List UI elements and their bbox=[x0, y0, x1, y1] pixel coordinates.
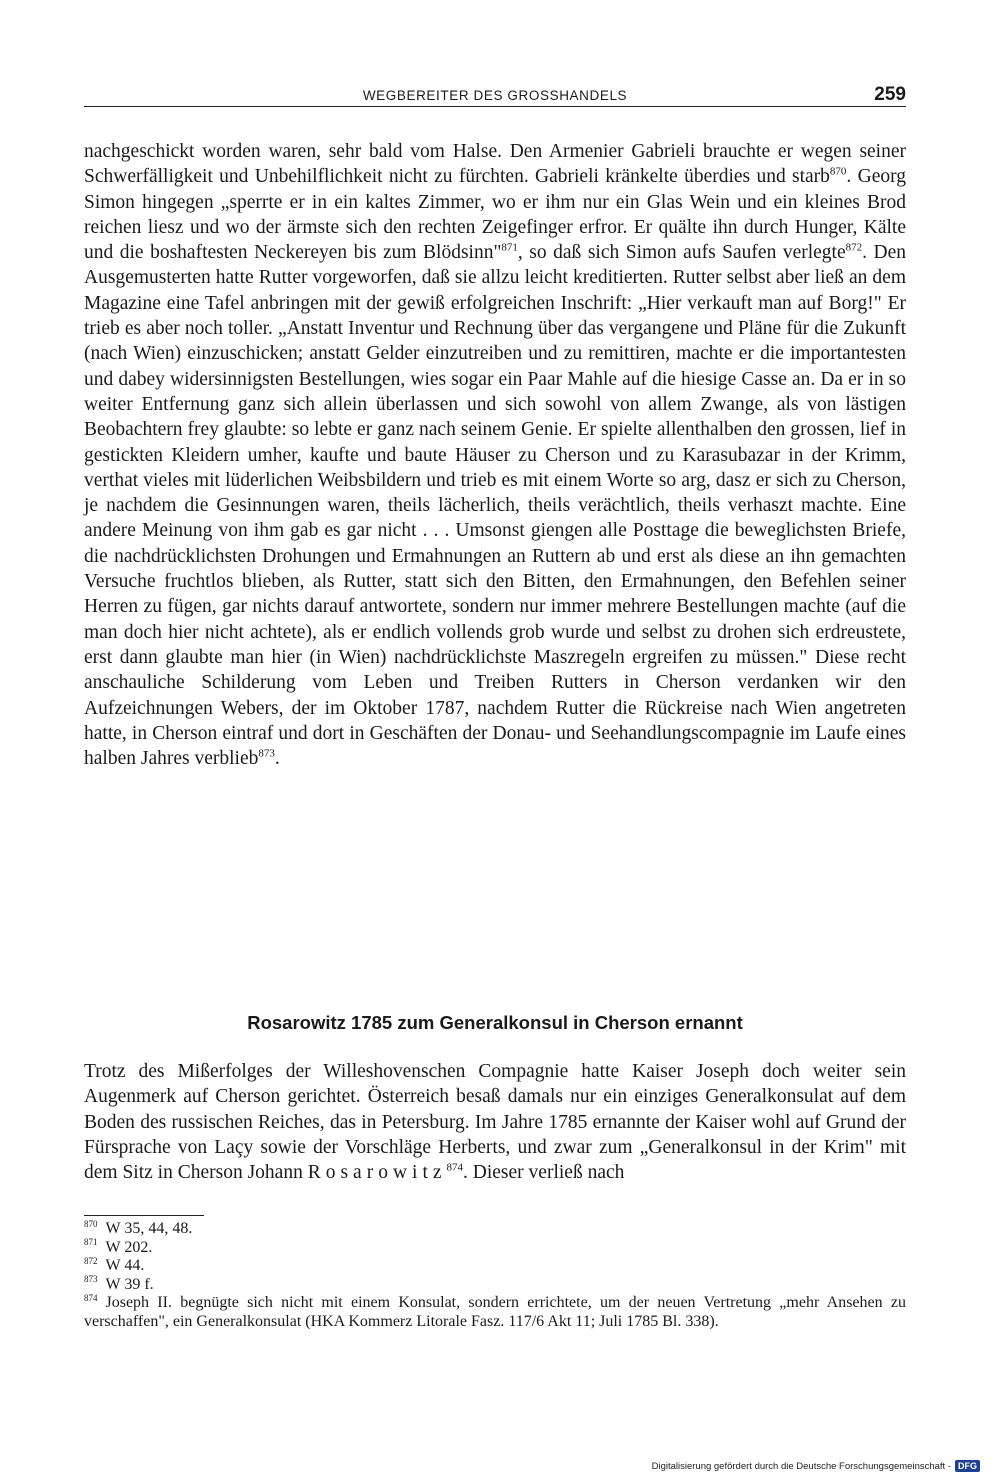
body-paragraph-1 bbox=[84, 139, 906, 771]
footnote bbox=[84, 1276, 906, 1295]
footnotes bbox=[84, 1220, 906, 1332]
footnote-number: 871 bbox=[84, 1237, 98, 1248]
body-paragraph-2 bbox=[84, 1059, 906, 1185]
footnote-text: W 39 f. bbox=[105, 1275, 154, 1293]
person-name-spaced: Rosarowitz bbox=[307, 1162, 447, 1184]
footnote bbox=[84, 1220, 906, 1239]
footnote bbox=[84, 1239, 906, 1258]
footnote-ref-870[interactable]: 870 bbox=[829, 165, 847, 178]
footnote-ref-871[interactable]: 871 bbox=[501, 241, 518, 254]
text-run: . Dieser verließ nach bbox=[463, 1162, 625, 1184]
text-run: Trotz des Mißerfolges der Willeshovenschen Compagnie hatte Kaiser Joseph doch weiter sein Augenmerk auf Cherson gerichtet. Österreich besaß damals nur ein einziges Generalkonsulat auf dem Boden des russischen Reiches, das in Petersburg. Im Jahre 1785 ernannte der Kaiser wohl auf Grund der Fürsprache von Laçy sowie der Vorschläge Herberts, und zwar zum „Generalkonsul in der Krim" mit dem Sitz in Cherson Johann bbox=[84, 1061, 906, 1184]
text-run: . bbox=[274, 748, 280, 770]
text-run: nachgeschickt worden waren, sehr bald vom Halse. Den Armenier Gabrieli brauchte er wegen seiner Schwerfälligkeit und Unbehilflichkeit nicht zu fürchten. Gabrieli kränkelte überdies und starb bbox=[84, 141, 906, 188]
text-run: , so daß sich Simon aufs Saufen verlegte bbox=[517, 242, 846, 264]
page-number: 259 bbox=[874, 84, 906, 105]
section-heading: Rosarowitz 1785 zum Generalkonsul in Cherson ernannt bbox=[247, 1012, 743, 1033]
dfg-logo-icon: DFG bbox=[955, 1460, 980, 1472]
footnote bbox=[84, 1257, 906, 1276]
footnote-number: 873 bbox=[84, 1274, 98, 1285]
digitization-credit bbox=[652, 1460, 980, 1472]
footnote-number: 872 bbox=[84, 1255, 98, 1266]
footnote-text: W 44. bbox=[105, 1257, 145, 1275]
text-run: . Den Ausgemusterten hatte Rutter vorgeworfen, daß sie allzu leicht kreditierten. Rutter selbst aber ließ an dem Magazine eine Tafel anbringen mit der gewiß erfolgreichen Inschrift: „Hier verkauft man auf Borg!" Er trieb es aber noch toller. „Anstatt Inventur und Rechnung über das vergangene und Pläne für die Zukunft (nach Wien) einzuschicken; anstatt Gelder einzutreiben und zu remittiren, machte er die importantesten und dabey widersinnigsten Bestellungen, wies sogar ein Paar Mahle auf die hiesige Casse an. Da er in so weiter Entfernung ganz sich allein überlassen und sich sowohl von allem Zwange, als von lästigen Beobachtern frey glaubte: so lebte er ganz nach seinem Genie. Er spielte allenthalben den grossen, lief in gestickten Kleidern umher, kaufte und baute Häuser zu Cherson und zu Karasubazar in der Krimm, verthat vieles mit lüderlichen Weibsbildern und trieb es mit einem Worte so arg, dasz er sich zu Cherson, je nachdem die Gesinnungen waren, theils lächerlich, theils verächtlich, theils verhaszt machte. Eine andere Meinung von ihm gab es gar nicht . . . Umsonst giengen alle Posttage die beweglichsten Briefe, die nachdrücklichsten Drohungen und Ermahnungen an Ruttern ab und erst als diese an ihn gemachten Versuche fruchtlos blieben, als Rutter, statt sich den Bitten, den Ermahnungen, den Befehlen seiner Herren zu fügen, gar nichts darauf antwortete, sondern nur immer mehrere Bestellungen machte (auf die man doch hier nicht achtete), als er endlich vollends grob wurde und selbst zu drohen sich erdreustete, erst dann glaubte man hier (in Wien) nachdrücklichste Maszregeln ergreifen zu müssen." Diese recht anschauliche Schilderung vom Leben und Treiben Rutters in Cherson verdanken wir den Aufzeichnungen Webers, der im Oktober 1787, nachdem Rutter die Rückreise nach Wien angetreten hatte, in Cherson eintraf und dort in Geschäften der Donau- und Seehandlungscompagnie im Laufe eines halben Jahres verblieb bbox=[84, 242, 906, 770]
text-run: . Georg Simon hingegen „sperrte er in ein kaltes Zimmer, wo er ihm nur ein Glas Wein und ein kleines Brod reichen liesz und wo der ärmste sich den rechten Zeigefinger erfror. Er quälte ihn durch Hunger, Kälte und die boshaftesten Neckereyen bis zum Blödsinn" bbox=[84, 166, 906, 264]
footnote bbox=[84, 1294, 906, 1331]
credit-text: Digitalisierung gefördert durch die Deutsche Forschungsgemeinschaft - bbox=[651, 1460, 951, 1472]
footnote-ref-874[interactable]: 874 bbox=[446, 1161, 464, 1174]
running-title: WEGBEREITER DES GROSSHANDELS bbox=[362, 88, 628, 103]
footnote-text: Joseph II. begnügte sich nicht mit einem Konsulat, sondern errichtete, um der neuen Vertretung „mehr Ansehen zu verschaffen", ein Generalkonsulat (HKA Kommerz Litorale Fasz. 117/6 Akt 11; Juli 1785 Bl. 338). bbox=[84, 1294, 906, 1330]
footnote-divider bbox=[84, 1215, 204, 1216]
footnote-text: W 202. bbox=[105, 1238, 153, 1256]
footnote-text: W 35, 44, 48. bbox=[105, 1220, 193, 1237]
footnote-ref-873[interactable]: 873 bbox=[258, 747, 275, 760]
footnote-ref-872[interactable]: 872 bbox=[845, 241, 863, 254]
footnote-number: 870 bbox=[84, 1218, 98, 1229]
footnote-number: 874 bbox=[84, 1293, 98, 1304]
page-header bbox=[84, 84, 906, 107]
